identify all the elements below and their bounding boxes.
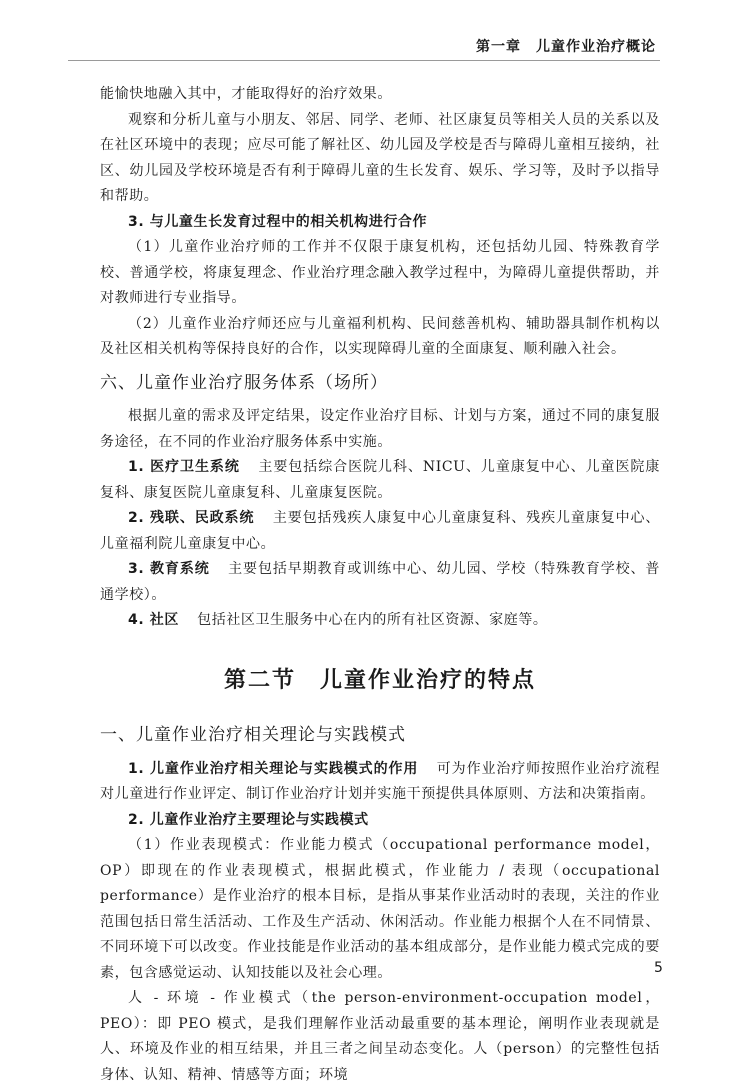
list-item [100,455,660,506]
paragraph-text: 可为作业治疗师按照作业治疗流程对儿童进行作业评定、制订作业治疗计划并实施干预提供具体原则、方法和决策指南。 [100,760,660,802]
subheading-inline: 1. 儿童作业治疗相关理论与实践模式的作用 [128,760,419,777]
paragraph [100,757,660,808]
subheading: 3. 与儿童生长发育过程中的相关机构进行合作 [128,213,428,230]
running-header [68,0,660,64]
chapter-title: 第一章 儿童作业治疗概论 [476,39,656,55]
paragraph: 根据儿童的需求及评定结果，设定作业治疗目标、计划与方案，通过不同的康复服务途径，在不同的作业治疗服务体系中实施。 [100,408,660,450]
list-item [100,608,660,634]
list-item-text: 包括社区卫生服务中心在内的所有社区资源、家庭等。 [197,612,548,628]
list-item-label: 4. 社区 [128,612,179,628]
paragraph: （1）作业表现模式：作业能力模式（occupational performance model，OP）即现在的作业表现模式，根据此模式，作业能力 / 表现（occupational performance）是作业治疗的根本目标，是指从事某作业活动时的表现，关注的作业范围包括日常生活活动、工作及生产活动、休闲活动。作业能力根据个人在不同情景、不同环境下可以改变。作业技能是作业活动的基本组成部分，是作业能力模式完成的要素，包含感觉运动、认知技能以及社会心理。 [100,837,660,981]
list-item-label: 3. 教育系统 [128,561,210,577]
section-title: 第二节 儿童作业治疗的特点 [223,667,536,693]
paragraph: （2）儿童作业治疗师还应与儿童福利机构、民间慈善机构、辅助器具制作机构以及社区相关机构等保持良好的合作，以实现障碍儿童的全面康复、顺利融入社会。 [100,315,660,357]
list-item-text: 主要包括早期教育或训练中心、幼儿园、学校（特殊教育学校、普通学校）。 [100,561,660,603]
paragraph: 能愉快地融入其中，才能取得好的治疗效果。 [100,86,392,102]
page-number: 5 [654,960,663,976]
list-item-label: 2. 残联、民政系统 [128,510,255,526]
list-item [100,506,660,557]
paragraph: 观察和分析儿童与小朋友、邻居、同学、老师、社区康复员等相关人员的关系以及在社区环境中的表现；应尽可能了解社区、幼儿园及学校是否与障碍儿童相互接纳，社区、幼儿园及学校环境是否有利于障碍儿童的生长发育、娱乐、学习等，及时予以指导和帮助。 [100,111,660,204]
list-item-label: 1. 医疗卫生系统 [128,459,240,475]
section-heading: 六、儿童作业治疗服务体系（场所） [100,372,388,393]
paragraph: （1）儿童作业治疗师的工作并不仅限于康复机构，还包括幼儿园、特殊教育学校、普通学校，将康复理念、作业治疗理念融入教学过程中，为障碍儿童提供帮助，并对教师进行专业指导。 [100,239,660,306]
page-content [100,82,660,1088]
list-item-text: 主要包括综合医院儿科、NICU、儿童康复中心、儿童医院康复科、康复医院儿童康复科、儿童康复医院。 [100,459,660,501]
list-item [100,557,660,608]
subheading: 2. 儿童作业治疗主要理论与实践模式 [128,811,369,828]
section-heading: 一、儿童作业治疗相关理论与实践模式 [100,725,406,745]
paragraph: 人 - 环境 - 作业模式（the person-environment-occupation model，PEO）：即 PEO 模式，是我们理解作业活动最重要的基本理论，阐明作业表现就是人、环境及作业的相互结果，并且三者之间呈动态变化。人（person）的完整性包括身体、认知、精神、情感等方面；环境 [100,990,660,1083]
list-item-text: 主要包括残疾人康复中心儿童康复科、残疾儿童康复中心、儿童福利院儿童康复中心。 [100,510,660,552]
header-divider [68,60,660,61]
